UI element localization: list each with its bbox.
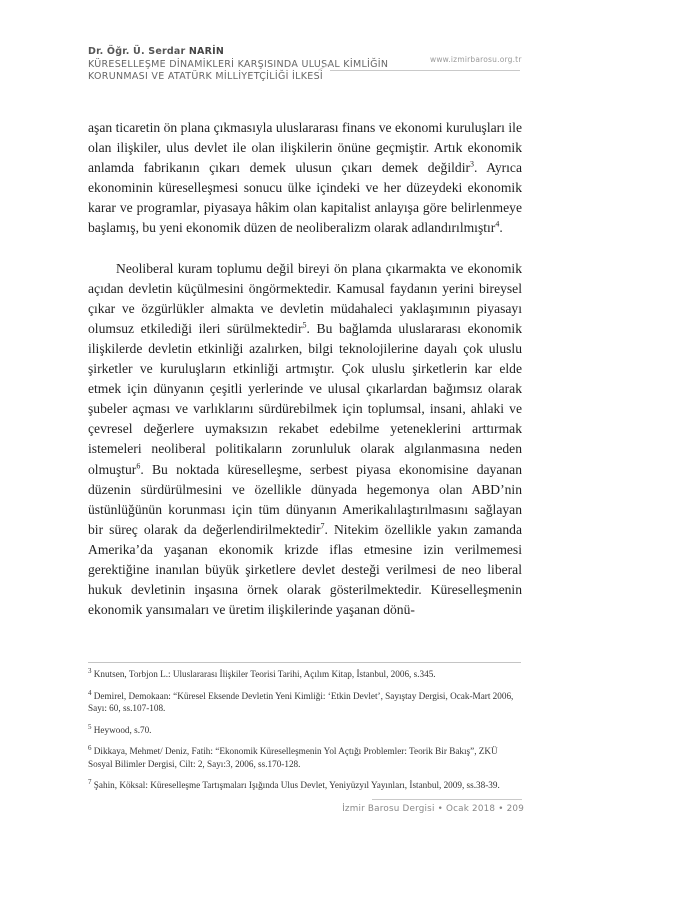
author-prefix: Dr. Öğr. Ü. Serdar (88, 46, 189, 57)
text-run: aşan ticaretin ön plana çıkmasıyla uluslararası finans ve ekonomi kuruluşları ile olan ilişkiler, ulus devlet ile olan ilişkilerin önüne geçmiştir. Artık ekonomik anlamda fabrikanın çıkarı demek ulusun çıkarı demek değildir (88, 120, 522, 176)
footnote-number: 7 (88, 777, 92, 786)
paragraph-2 (88, 259, 522, 621)
text-run: . Bu noktada küreselleşme, serbest piyasa ekonomisine dayanan düzenin sürdürülmesini ve özellikle dünyada hegemonya olan ABD’nin üstünlüğünün korunması için tüm dünyanın Amerikalılaştırılmasını sağlayan bir süreç olarak da değerlendirilmektedir (88, 461, 522, 537)
author-surname: NARİN (188, 46, 224, 57)
footnote-ref-3: 3 (470, 159, 474, 169)
article-title-line-1: KÜRESELLEŞME DİNAMİKLERİ KARŞISINDA ULUSAL KİMLİĞİN (88, 59, 389, 70)
running-header (88, 46, 528, 83)
text-run: . (499, 220, 503, 236)
footnote-5 (88, 724, 522, 737)
text-run: . Bu bağlamda uluslararası ekonomik ilişkilerde devletin etkinliği azalırken, bilgi teknolojilerine dayalı çok uluslu şirketler ve kuruluşların etkinliği artmıştır. Çok uluslu şirketlerin kar elde etmek için dünyanın çeşitli yerlerinde ve ulusal çıkarlardan bağımsız olarak şubeler açması ve varlıklarını sürdürebilmek için toplumsal, insani, ahlaki ve çevresel değerlere uymaksızın rekabet edebilme yeteneklerini arttırmak istemeleri neoliberal politikaların zorunluluk olarak algılanmasına neden olmuştur (88, 320, 522, 477)
footnote-ref-7: 7 (320, 521, 325, 531)
footnote-3 (88, 668, 522, 681)
website-url: www.izmirbarosu.org.tr (430, 55, 522, 64)
footnote-text: Şahin, Köksal: Küreselleşme Tartışmaları Işığında Ulus Devlet, Yeniyüzyıl Yayınları, İstanbul, 2009, ss.38-39. (93, 780, 500, 790)
footnote-number: 5 (88, 722, 92, 731)
footer-rule (372, 799, 522, 800)
footnote-ref-6: 6 (136, 460, 141, 470)
footnote-ref-5: 5 (302, 320, 307, 330)
header-rule (330, 70, 520, 71)
footnote-4 (88, 690, 522, 715)
footnote-number: 3 (88, 666, 92, 675)
footnote-text: Heywood, s.70. (93, 724, 152, 735)
footnote-ref-4: 4 (495, 219, 500, 229)
text-run: . Ayrıca ekonominin küreselleşmesi sonucu ülke içindeki ve her düzeydeki ekonomik karar ve programlar, piyasaya hâkim olan kapitalist anlayışa göre belirlenmeye başlamış, bu yeni ekonomik düzen de neoliberalizm olarak adlandırılmıştır (88, 160, 522, 236)
footnote-text: Dikkaya, Mehmet/ Deniz, Fatih: “Ekonomik Küreselleşmenin Yol Açtığı Problemler: Teorik Bir Bakış”, ZKÜ Sosyal Bilimler Dergisi, Cilt: 2, Sayı:3, 2006, ss.170-128. (88, 746, 498, 769)
paragraph-1 (88, 118, 522, 239)
footnote-text: Demirel, Demokaan: “Küresel Eksende Devletin Yeni Kimliği: ‘Etkin Devlet’, Sayıştay Dergisi, Ocak-Mart 2006, Sayı: 60, ss.107-108. (88, 690, 514, 713)
footnote-separator (88, 662, 521, 663)
footnote-text: Knutsen, Torbjon L.: Uluslararası İlişkiler Teorisi Tarihi, Açılım Kitap, İstanbul, 2006, s.345. (93, 669, 436, 679)
main-text (88, 118, 522, 620)
footnotes (88, 668, 522, 801)
article-title-line-2: KORUNMASI VE ATATÜRK MİLLİYETÇİLİĞİ İLKESİ (88, 71, 324, 82)
footnote-number: 6 (88, 743, 92, 752)
footnote-7 (88, 779, 522, 792)
footnote-6 (88, 745, 522, 770)
footnote-number: 4 (88, 688, 92, 697)
text-run: . Nitekim özellikle yakın zamanda Amerika’da yaşanan ekonomik krizde iflas etmesine izin verilmemesi gerektiğine inanılan büyük şirketlere devlet desteği verilmesi de neo liberal hukuk devletinin inşasına örnek olarak gösterilmektedir. Küreselleşmenin ekonomik yansımaları ve üretim ilişkilerinde yaşanan dönü- (88, 521, 522, 618)
text-run: Neoliberal kuram toplumu değil bireyi ön plana çıkarmakta ve ekonomik açıdan devletin küçülmesini öngörmektedir. Kamusal faydanın yerini bireysel çıkar ve özgürlükler almakta ve devletin müdahaleci yaklaşımının piyasayı olumsuz etkilediği ileri sürülmektedir (88, 260, 522, 336)
page-footer: İzmir Barosu Dergisi • Ocak 2018 • 209 (342, 804, 524, 814)
